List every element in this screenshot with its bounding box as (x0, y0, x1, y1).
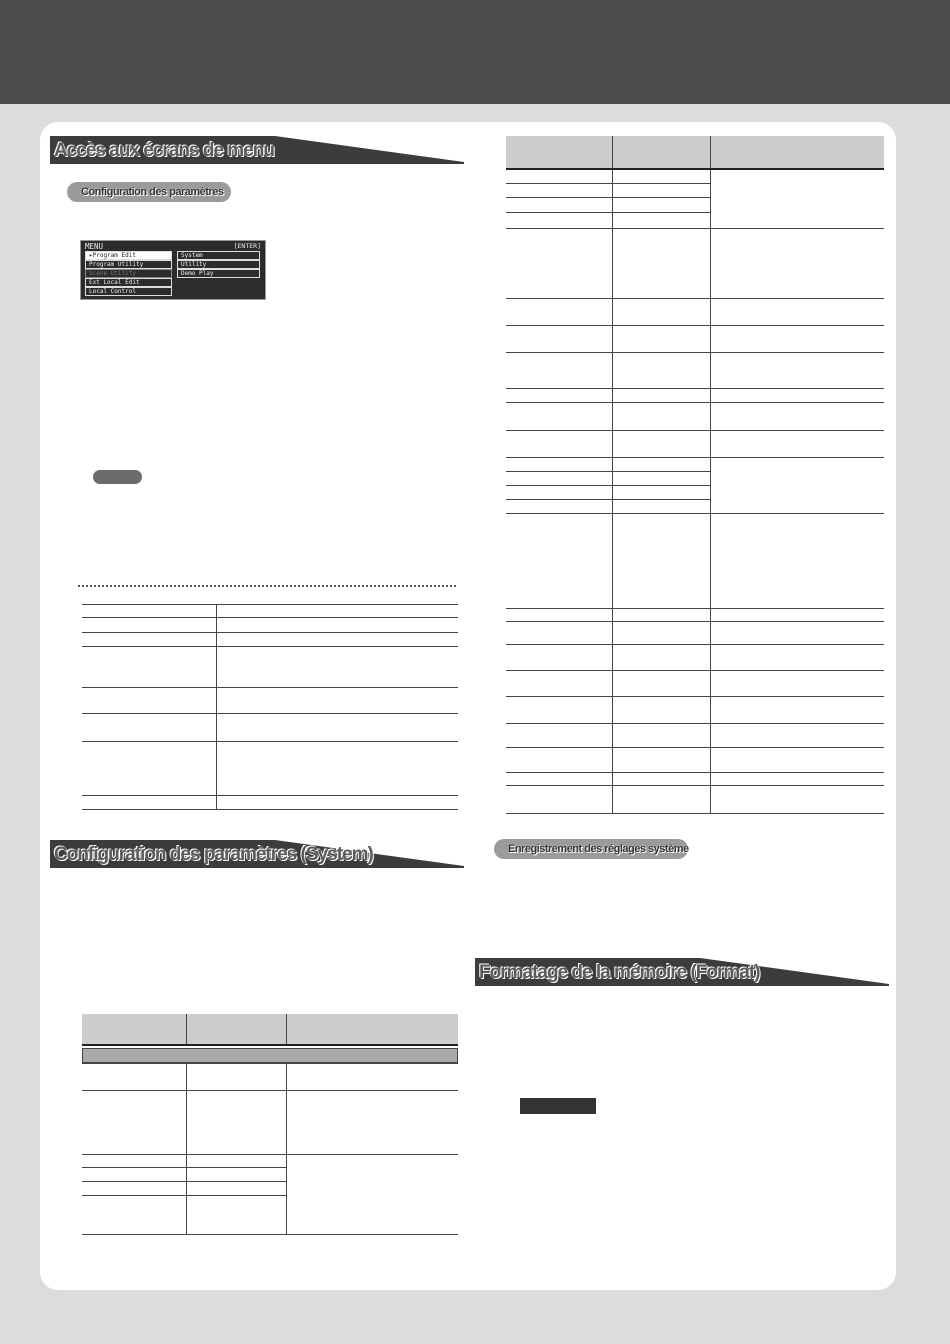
heading-format (475, 958, 889, 988)
lcd-item-utility[interactable]: Utility (177, 260, 260, 269)
lcd-menu-screen (80, 240, 266, 300)
heading-text: Accès aux écrans de menu (54, 140, 274, 161)
heading-text: Configuration des paramètres (System) (54, 844, 373, 865)
lcd-item-program-edit[interactable]: ▸Program Edit (85, 251, 172, 260)
pill-save-system: Enregistrement des réglages système (494, 839, 688, 859)
dotted-divider (78, 585, 456, 587)
memo-badge (93, 470, 142, 484)
top-banner (0, 0, 950, 104)
lcd-item-program-utility[interactable]: Program Utility (85, 260, 172, 269)
lcd-item-scene-utility[interactable]: Scene Utility (85, 269, 172, 278)
heading-text: Formatage de la mémoire (Format) (479, 962, 760, 983)
table-group-band (82, 1048, 458, 1063)
notice-badge (520, 1098, 596, 1114)
menu-list-table (82, 604, 458, 810)
lcd-item-demo-play[interactable]: Demo Play (177, 269, 260, 278)
lcd-title: MENU (85, 242, 104, 251)
system-param-table (82, 1014, 458, 1236)
lcd-item-system[interactable]: System (177, 251, 260, 260)
table-header (82, 1014, 458, 1044)
heading-system-params (50, 840, 464, 870)
pill-param-config: Configuration des paramètres (67, 182, 231, 202)
table-header (506, 136, 884, 168)
heading-menu-access (50, 136, 464, 166)
lcd-enter-hint: [ENTER] (233, 242, 261, 250)
parameter-table-right (506, 136, 884, 816)
lcd-item-local-control[interactable]: Local Control (85, 287, 172, 296)
lcd-item-ext-local-edit[interactable]: Ext Local Edit (85, 278, 172, 287)
